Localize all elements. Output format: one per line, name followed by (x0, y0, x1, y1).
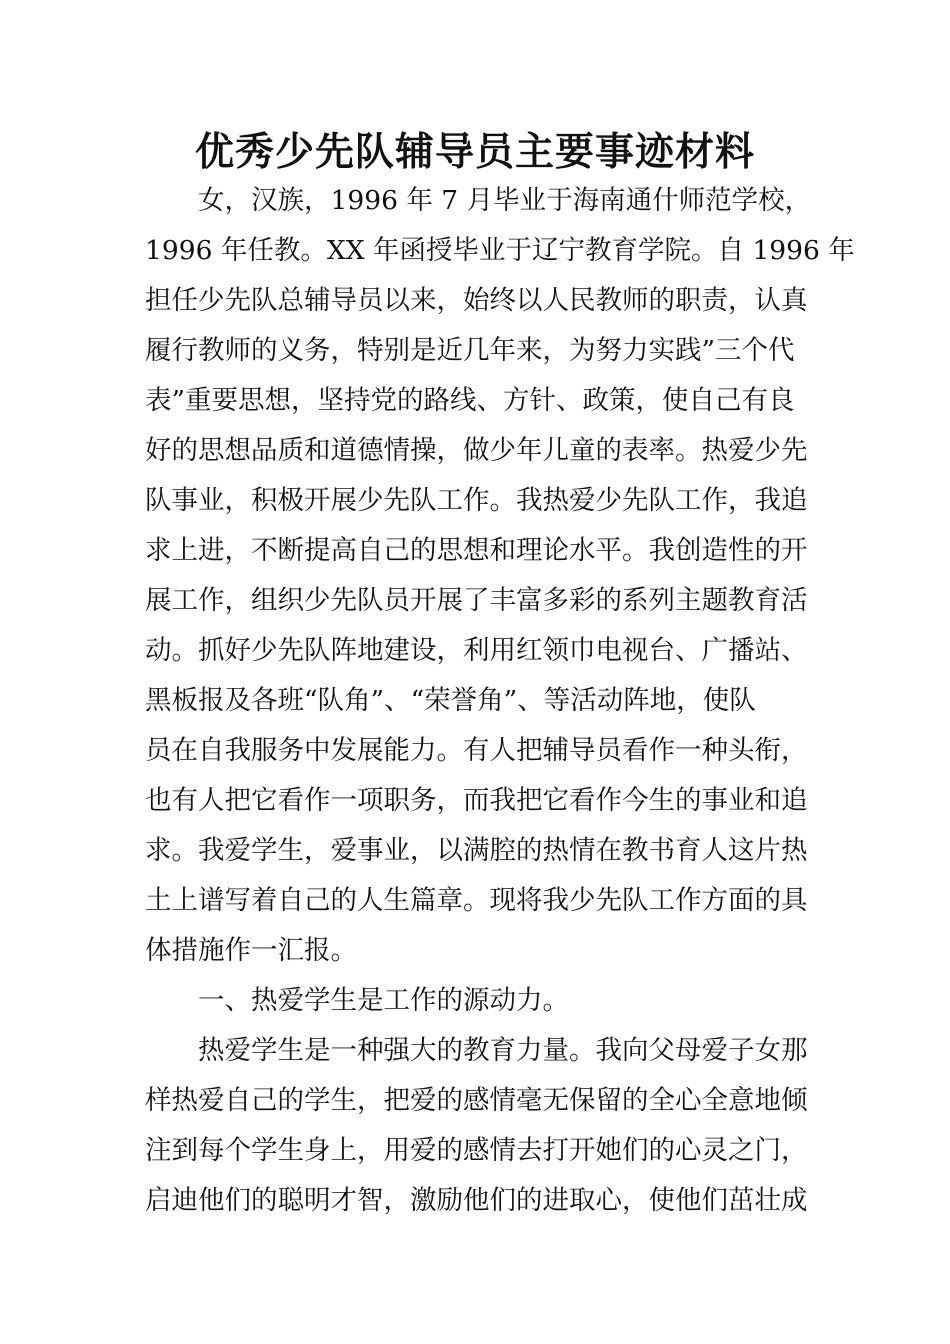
document-title: 优秀少先队辅导员主要事迹材料 (194, 129, 755, 175)
paragraph-line: 热爱学生是一种强大的教育力量。我向父母爱子女那 (145, 1035, 808, 1066)
paragraph-line: 黑板报及各班“队角”、“荣誉角”、等活动阵地，使队 (145, 685, 756, 716)
paragraph-line: 好的思想品质和道德情操，做少年儿童的表率。热爱少先 (145, 435, 808, 466)
paragraph-line: 履行教师的义务，特别是近几年来，为努力实践”三个代 (145, 335, 795, 366)
paragraph-line: 样热爱自己的学生，把爱的感情毫无保留的全心全意地倾 (145, 1085, 808, 1116)
paragraph-line: 1996 年任教。XX 年函授毕业于辽宁教育学院。自 1996 年 (145, 235, 855, 266)
paragraph-line: 注到每个学生身上，用爱的感情去打开她们的心灵之门， (145, 1135, 808, 1166)
paragraph-line: 动。抓好少先队阵地建设，利用红领巾电视台、广播站、 (145, 635, 808, 666)
paragraph-line: 土上谱写着自己的人生篇章。现将我少先队工作方面的具 (145, 885, 808, 916)
paragraph-line: 队事业，积极开展少先队工作。我热爱少先队工作，我追 (145, 485, 808, 516)
paragraph-line: 体措施作一汇报。 (145, 935, 357, 966)
paragraph-line: 也有人把它看作一项职务，而我把它看作今生的事业和追 (145, 785, 808, 816)
paragraph-line: 员在自我服务中发展能力。有人把辅导员看作一种头衔， (145, 735, 808, 766)
paragraph-line: 求。我爱学生，爱事业，以满腔的热情在教书育人这片热 (145, 835, 808, 866)
paragraph-line: 表”重要思想，坚持党的路线、方针、政策，使自己有良 (145, 385, 795, 416)
paragraph-line: 女，汉族，1996 年 7 月毕业于海南通什师范学校， (145, 185, 812, 216)
paragraph-line: 展工作，组织少先队员开展了丰富多彩的系列主题教育活 (145, 585, 808, 616)
section-heading: 一、热爱学生是工作的源动力。 (145, 985, 569, 1016)
paragraph-line: 求上进，不断提高自己的思想和理论水平。我创造性的开 (145, 535, 808, 566)
paragraph-line: 担任少先队总辅导员以来，始终以人民教师的职责，认真 (145, 285, 808, 316)
paragraph-line: 启迪他们的聪明才智，激励他们的进取心，使他们茁壮成 (145, 1185, 808, 1216)
